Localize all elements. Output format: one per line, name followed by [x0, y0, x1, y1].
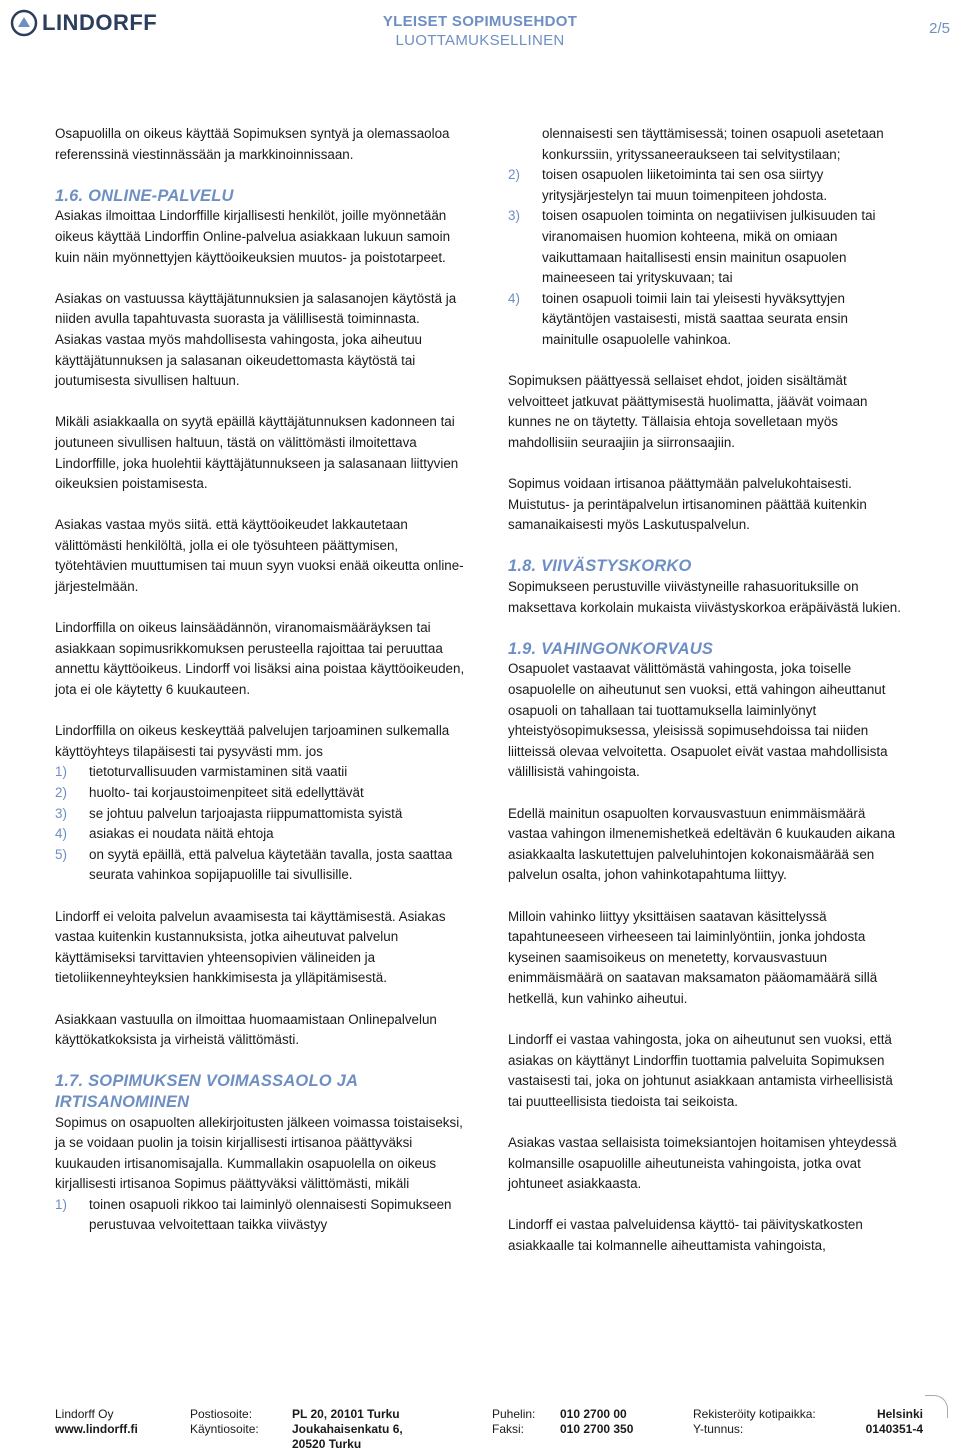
list-item — [508, 206, 901, 288]
footer-fax-label: Faksi: — [492, 1422, 525, 1436]
list-text: toisen osapuolen liiketoiminta tai sen osa siirtyy yritysjärjestelyn tai muun toimenpiteen johdosta. — [542, 167, 828, 203]
right-column — [508, 124, 901, 1257]
paragraph: Milloin vahinko liittyy yksittäisen saatavan käsittelyssä tapahtuneeseen virheeseen tai laiminlyöntiin, jonka johdosta kyseinen saamisoikeus on menetetty, korvausvastuun enimmäismäärä on saatavan maksamaton pääomamäärä sillä hetkellä, kun vahinko aiheutui. — [508, 908, 878, 1006]
list-text: se johtuu palvelun tarjoajasta riippumattomista syistä — [89, 805, 403, 821]
list-number: 3) — [55, 805, 67, 821]
footer-phone-label: Puhelin: — [492, 1407, 536, 1421]
termination-reasons-list — [55, 1195, 465, 1236]
footer-company: Lindorff Oy — [55, 1407, 114, 1421]
document-title: YLEISET SOPIMUSEHDOT — [382, 13, 578, 30]
footer-ytunnus-label: Y-tunnus: — [693, 1422, 744, 1436]
document-classification: LUOTTAMUKSELLINEN — [395, 32, 565, 49]
left-column — [55, 124, 465, 1236]
paragraph: Asiakas on vastuussa käyttäjätunnuksien ja salasanojen käytöstä ja niiden avulla tapahtuvasta suorasta ja välillisestä toiminnasta. Asiakas vastaa myös mahdollisesta vahingosta, joka aiheutuu käyttäjätunnuksen ja salasanan oikeudettomasta käytöstä tai joutumisesta sivullisen haltuun. — [55, 290, 457, 389]
list-number: 5) — [55, 846, 67, 862]
paragraph: Osapuolet vastaavat välittömästä vahingosta, joka toiselle osapuolelle on aiheutunut sen vuoksi, että vahingon aiheuttanut osapuoli on tahallaan tai tuottamuksella laiminlyönyt yhteistyösopimuksessa, yleisissä sopimusehdoissa tai niiden liitteissä olevaa velvoitetta. Osapuolet eivät vastaa mahdollisista välillisistä vahingoista. — [508, 661, 888, 780]
footer-visit-label: Käyntiosoite: — [190, 1422, 259, 1436]
list-text: toinen osapuoli toimii lain tai yleisesti hyväksyttyjen käytäntöjen vastaisesti, mistä saattaa seurata ensin mainitulle osapuolelle vahinkoa. — [542, 290, 848, 347]
paragraph: Sopimukseen perustuville viivästyneille rahasuorituksille on maksettava korkolain mukaista viivästyskorkoa eräpäivästä lukien. — [508, 579, 901, 615]
list-item — [55, 824, 465, 845]
list-number: 2) — [508, 167, 520, 183]
page-number: 2/5 — [929, 20, 950, 37]
footer-phone-value: 010 2700 00 — [560, 1407, 627, 1421]
footer-decoration — [925, 1395, 948, 1418]
paragraph: Asiakas vastaa sellaisista toimeksiantojen hoitamisen yhteydessä kolmansille osapuolille aiheutuneista vahingoista, jotka ovat johtuneet asiakkaasta. — [508, 1135, 897, 1192]
paragraph: Sopimus voidaan irtisanoa päättymään palvelukohtaisesti. Muistutus- ja perintäpalvelun irtisanominen päättää kuitenkin samanaikaisesti myös Laskutuspalvelun. — [508, 476, 867, 533]
list-text: huolto- tai korjaustoimenpiteet sitä edellyttävät — [89, 785, 364, 800]
paragraph: Sopimuksen päättyessä sellaiset ehdot, joiden sisältämät velvoitteet jatkuvat päättymisestä huolimatta, jäävät voimaan kunnes ne on täytetty. Tällaisia ehtoja sovelletaan myös mahdollisiin seuraajiin ja siirronsaajiin. — [508, 373, 868, 450]
list-text: tietoturvallisuuden varmistaminen sitä vaatii — [89, 764, 348, 780]
section-heading-termination: 1.7. SOPIMUKSEN VOIMASSAOLO JA IRTISANOMINEN — [55, 1072, 358, 1111]
paragraph: Lindorff ei vastaa vahingosta, joka on aiheutunut sen vuoksi, että asiakas on käyttänyt Lindorffin tuottamia palveluita Sopimuksen vastaisesti tai, joka on johtunut asiakkaan antamista virheellisistä tai puutteellisista tiedoista tai seikoista. — [508, 1032, 893, 1109]
list-continuation: olennaisesti sen täyttämisessä; toinen osapuoli asetetaan konkurssiin, yrityssaneeraukseen tai selvitystilaan; — [542, 126, 884, 162]
termination-reasons-list-continued — [508, 165, 901, 350]
list-item — [55, 804, 465, 825]
logo-text: LINDORFF — [42, 10, 158, 35]
list-number: 3) — [508, 208, 520, 224]
paragraph: Osapuolilla on oikeus käyttää Sopimuksen syntyä ja olemassaoloa referenssinä viestinnässään ja markkinoinnissaan. — [55, 126, 450, 162]
paragraph: Sopimus on osapuolten allekirjoitusten jälkeen voimassa toistaiseksi, ja se voidaan puolin ja toisin kirjallisesti irtisanoa päättyväksi kuukauden irtisanomisajalla. Kummallakin osapuolella on oikeus kirjallisesti irtisanoa Sopimus päättyväksi välittömästi, mikäli — [55, 1114, 463, 1192]
list-item — [55, 845, 465, 886]
list-number: 1) — [55, 764, 67, 780]
list-item — [508, 289, 901, 351]
paragraph: Lindorff ei veloita palvelun avaamisesta tai käyttämisestä. Asiakas vastaa kuitenkin kustannuksista, jotka aiheutuvat palvelun käyttämiseksi tarvittavien yhteensopivien välineiden ja tietoliikenneyhteyksien hankkimisesta ja ylläpitämisestä. — [55, 908, 446, 986]
paragraph: Lindorff ei vastaa palveluidensa käyttö- tai päivityskatkosten asiakkaalle tai kolmannelle aiheuttamista vahingoista, — [508, 1217, 863, 1254]
footer-ytunnus-value: 0140351-4 — [865, 1422, 923, 1436]
section-heading-damages: 1.9. VAHINGONKORVAUS — [508, 639, 714, 658]
section-heading-interest: 1.8. VIIVÄSTYSKORKO — [508, 557, 692, 576]
section-heading-online: 1.6. ONLINE-PALVELU — [55, 186, 234, 205]
footer-visit-value: Joukahaisenkatu 6, — [292, 1422, 403, 1436]
list-item — [508, 165, 901, 206]
list-number: 4) — [55, 826, 67, 842]
list-text: asiakas ei noudata näitä ehtoja — [89, 826, 274, 842]
list-item — [55, 762, 465, 783]
paragraph: Asiakas vastaa myös siitä. että käyttöoikeudet lakkautetaan välittömästi henkilöltä, jolla ei ole työsuhteen päättymisen, työtehtävien muuttumisen tai muun syyn vuoksi enää oikeutta online-järjestelmään. — [55, 517, 464, 595]
footer-fax-value: 010 2700 350 — [560, 1422, 634, 1436]
paragraph: Asiakkaan vastuulla on ilmoittaa huomaamistaan Onlinepalvelun käyttökatkoksista ja virheistä välittömästi. — [55, 1011, 437, 1048]
paragraph: Lindorffilla on oikeus lainsäädännön, viranomaismääräyksen tai asiakkaan sopimusrikkomuksen perusteella rajoittaa tai peruuttaa annettu käyttöoikeus. Lindorff voi lisäksi aina poistaa käyttöoikeuden, jota ei ole käytetty 6 kuukauteen. — [55, 620, 465, 698]
list-number: 1) — [55, 1196, 67, 1212]
paragraph: Asiakas ilmoittaa Lindorffille kirjallisesti henkilöt, joille myönnetään oikeus käyttää Lindorffin Online-palvelua asiakkaan lukuun samoin kuin näin myönnettyjen käyttöoikeuksien muutos- ja poistotarpeet. — [55, 208, 451, 265]
suspension-reasons-list — [55, 762, 465, 886]
list-text: toinen osapuoli rikkoo tai laiminlyö olennaisesti Sopimukseen perustuvaa velvoitettaan taikka viivästyy — [89, 1196, 452, 1233]
footer-visit-value-city: 20520 Turku — [292, 1437, 362, 1451]
list-number: 4) — [508, 290, 520, 306]
paragraph: Mikäli asiakkaalla on syytä epäillä käyttäjätunnuksen kadonneen tai joutuneen sivullisen haltuun, tästä on välittömästi ilmoitettava Lindorffille, joka huolehtii käyttäjätunnukseen ja salasanaan liittyvien oikeuksien poistamisesta. — [55, 414, 459, 492]
list-text: toisen osapuolen toiminta on negatiivisen julkisuuden tai viranomaisen huomion kohteena, mikä on omiaan vaikuttamaan haitallisesti ensin mainitun osapuolen maineeseen tai yrityskuvaan; tai — [542, 208, 876, 286]
list-item — [55, 783, 465, 804]
list-number: 2) — [55, 785, 67, 800]
document-header — [0, 12, 960, 50]
footer-postal-value: PL 20, 20101 Turku — [292, 1407, 400, 1421]
paragraph: Lindorffilla on oikeus keskeyttää palvelujen tarjoaminen sulkemalla käyttöyhteys tilapäisesti tai pysyvästi mm. jos — [55, 723, 450, 759]
list-text: on syytä epäillä, että palvelua käytetään tavalla, josta saattaa seurata vahinkoa sopijapuolille tai sivullisille. — [89, 846, 453, 883]
footer-registered-label: Rekisteröity kotipaikka: — [693, 1407, 816, 1421]
footer-postal-label: Postiosoite: — [190, 1407, 253, 1421]
footer-website-link[interactable]: www.lindorff.fi — [55, 1422, 138, 1436]
list-item — [55, 1195, 465, 1236]
footer-registered-value: Helsinki — [876, 1407, 923, 1421]
paragraph: Edellä mainitun osapuolten korvausvastuun enimmäismäärä vastaa vahingon ilmenemishetkeä edeltävän 6 kuukauden aikana asiakkaalta laskutettujen palveluhintojen kokonaismäärää sen palvelun osalta, johon vahinkotapahtuma liittyy. — [508, 805, 896, 883]
